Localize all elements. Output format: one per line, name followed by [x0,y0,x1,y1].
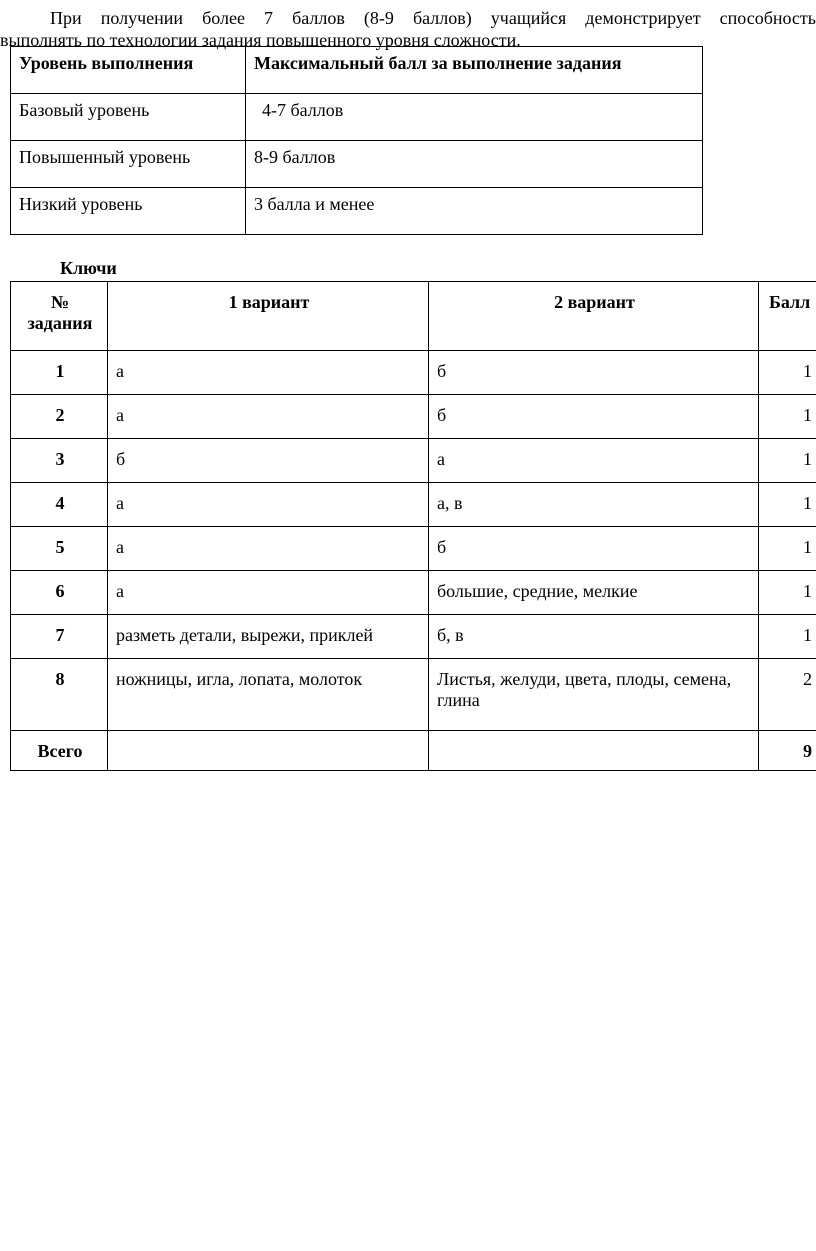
task-score: 1 [759,439,816,483]
task-number: 2 [11,395,108,439]
total-score: 9 [759,731,816,771]
level-name: Низкий уровень [11,188,246,235]
variant-2-answer: б, в [429,615,759,659]
task-number: 6 [11,571,108,615]
table-row [11,395,816,439]
levels-table [10,46,703,235]
table-row [11,351,816,395]
variant-1-answer: а [108,571,429,615]
task-score: 1 [759,351,816,395]
levels-header-level: Уровень выполнения [11,47,246,94]
levels-header-row [11,47,703,94]
level-score: 3 балла и менее [246,188,703,235]
task-score: 2 [759,659,816,731]
total-variant-2 [429,731,759,771]
variant-1-answer: а [108,395,429,439]
task-number: 7 [11,615,108,659]
task-number: 1 [11,351,108,395]
variant-2-answer: б [429,527,759,571]
task-score: 1 [759,571,816,615]
keys-table [10,281,816,771]
keys-header-variant-1: 1 вариант [108,282,429,351]
keys-header-task-number: № задания [11,282,108,351]
levels-header-score: Максимальный балл за выполнение задания [246,47,703,94]
table-row [11,141,703,188]
task-score: 1 [759,527,816,571]
variant-2-answer: Листья, желуди, цвета, плоды, семена, глина [429,659,759,731]
variant-2-answer: а, в [429,483,759,527]
variant-2-answer: а [429,439,759,483]
total-label: Всего [11,731,108,771]
variant-1-answer: разметь детали, вырежи, приклей [108,615,429,659]
task-number: 4 [11,483,108,527]
keys-header-score: Балл [759,282,816,351]
intro-paragraph [0,7,816,51]
level-score: 8-9 баллов [246,141,703,188]
table-row [11,483,816,527]
keys-header-row [11,282,816,351]
keys-header-variant-2: 2 вариант [429,282,759,351]
variant-1-answer: ножницы, игла, лопата, молоток [108,659,429,731]
variant-1-answer: а [108,483,429,527]
level-score: 4-7 баллов [246,94,703,141]
table-row [11,94,703,141]
task-number: 8 [11,659,108,731]
total-row [11,731,816,771]
task-score: 1 [759,395,816,439]
variant-2-answer: большие, средние, мелкие [429,571,759,615]
task-number: 3 [11,439,108,483]
table-row [11,439,816,483]
task-score: 1 [759,615,816,659]
task-score: 1 [759,483,816,527]
table-row [11,659,816,731]
task-number: 5 [11,527,108,571]
variant-2-answer: б [429,395,759,439]
level-name: Повышенный уровень [11,141,246,188]
intro-line-2: выполнять по технологии задания повышенного уровня сложности. [0,30,521,50]
variant-2-answer: б [429,351,759,395]
table-row [11,615,816,659]
table-row [11,527,816,571]
variant-1-answer: а [108,527,429,571]
variant-1-answer: а [108,351,429,395]
variant-1-answer: б [108,439,429,483]
total-variant-1 [108,731,429,771]
level-name: Базовый уровень [11,94,246,141]
table-row [11,571,816,615]
intro-line-1: При получении более 7 баллов (8-9 баллов) учащийся демонстрирует способность [50,8,816,28]
table-row [11,188,703,235]
keys-title: Ключи [60,258,117,278]
